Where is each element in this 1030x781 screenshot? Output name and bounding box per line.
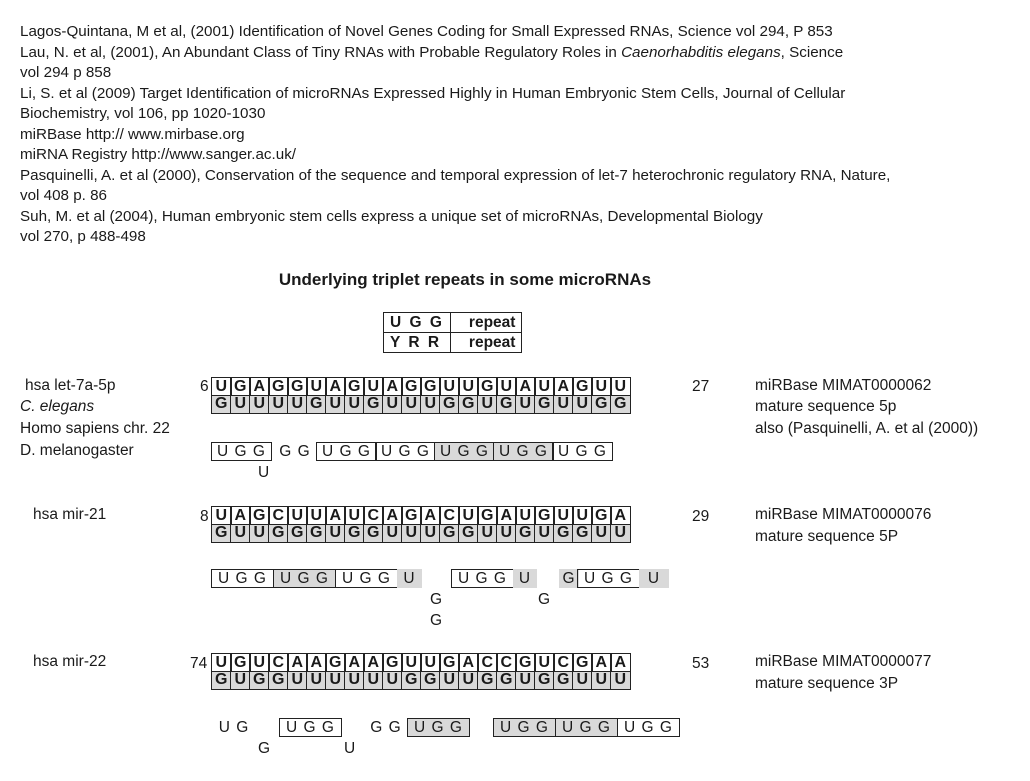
yrr-cell: U: [249, 524, 270, 543]
yrr-cell: G: [591, 395, 612, 414]
reference-line: Li, S. et al (2009) Target Identification of microRNAs Expressed Highly in Human Embryonic Stem Cells, Journal of Cellular: [20, 84, 846, 102]
block1-note-1: miRBase MIMAT0000062: [755, 377, 932, 394]
reference-line: vol 294 p 858: [20, 64, 112, 81]
yrr-cell: G: [458, 395, 479, 414]
yrr-cell: U: [496, 524, 517, 543]
nucleotide-cell: A: [382, 377, 403, 396]
yrr-cell: U: [230, 671, 251, 690]
block3-grid: [211, 653, 631, 690]
nucleotide-cell: A: [249, 377, 270, 396]
block3-note-2: mature sequence 3P: [755, 675, 899, 692]
yrr-cell: U: [325, 524, 346, 543]
nucleotide-cell: G: [401, 506, 422, 525]
yrr-cell: U: [230, 395, 251, 414]
nucleotide-cell: G: [534, 506, 555, 525]
yrr-cell: U: [401, 524, 422, 543]
pattern-box: G G: [279, 442, 311, 460]
nucleotide-cell: G: [572, 653, 593, 672]
yrr-cell: U: [515, 671, 536, 690]
yrr-cell: G: [572, 524, 593, 543]
nucleotide-cell: U: [306, 506, 327, 525]
nucleotide-cell: A: [287, 653, 308, 672]
nucleotide-cell: C: [268, 653, 289, 672]
yrr-cell: U: [401, 395, 422, 414]
nucleotide-cell: G: [572, 377, 593, 396]
block1-label-1: hsa let-7a-5p: [25, 377, 116, 394]
nucleotide-cell: U: [610, 377, 631, 396]
nucleotide-cell: A: [382, 506, 403, 525]
pattern-box: U G G: [211, 442, 272, 461]
pattern-box: U G G: [335, 569, 398, 588]
nucleotide-cell: G: [325, 653, 346, 672]
yrr-cell: G: [306, 395, 327, 414]
nucleotide-cell: U: [439, 377, 460, 396]
pattern-box: U: [513, 569, 537, 588]
pattern-box: U G G: [451, 569, 514, 588]
pattern-box: U G G: [434, 442, 495, 461]
yrr-cell: U: [344, 395, 365, 414]
block1-note-3: also (Pasquinelli, A. et al (2000)): [755, 420, 979, 437]
nucleotide-cell: A: [496, 506, 517, 525]
nucleotide-cell: G: [515, 653, 536, 672]
pattern-box: U: [397, 569, 422, 588]
yrr-cell: U: [439, 671, 460, 690]
pattern-box: U G G: [552, 442, 613, 461]
nucleotide-cell: G: [287, 377, 308, 396]
nucleotide-cell: C: [439, 506, 460, 525]
yrr-cell: G: [306, 524, 327, 543]
nucleotide-cell: G: [249, 506, 270, 525]
block2-note-1: miRBase MIMAT0000076: [755, 506, 932, 523]
nucleotide-cell: U: [515, 506, 536, 525]
nucleotide-cell: U: [344, 506, 365, 525]
nucleotide-cell: G: [268, 377, 289, 396]
yrr-cell: U: [515, 395, 536, 414]
nucleotide-cell: U: [401, 653, 422, 672]
yrr-cell: G: [268, 671, 289, 690]
block3-below: U: [344, 740, 356, 757]
yrr-cell: G: [496, 395, 517, 414]
nucleotide-cell: U: [420, 653, 441, 672]
yrr-cell: U: [344, 671, 365, 690]
sequence-row: [211, 653, 631, 672]
legend-label: repeat: [450, 333, 522, 353]
yrr-cell: G: [211, 671, 232, 690]
block1-label-3: Homo sapiens chr. 22: [20, 420, 170, 437]
pattern-box: G: [559, 569, 579, 588]
nucleotide-cell: A: [515, 377, 536, 396]
pattern-box: U G G: [375, 442, 436, 461]
legend-row: [384, 313, 522, 333]
yrr-cell: U: [230, 524, 251, 543]
reference-line: Lau, N. et al, (2001), An Abundant Class of Tiny RNAs with Probable Regulatory Roles in Caenorhabditis elegans, Science: [20, 43, 844, 61]
block3-start: 74: [190, 655, 208, 672]
yrr-cell: G: [420, 671, 441, 690]
yrr-cell: U: [610, 671, 631, 690]
yrr-cell: U: [553, 395, 574, 414]
pattern-box: U G G: [577, 569, 640, 588]
yrr-cell: U: [591, 524, 612, 543]
yrr-cell: G: [553, 524, 574, 543]
yrr-cell: G: [477, 671, 498, 690]
nucleotide-cell: U: [591, 377, 612, 396]
nucleotide-cell: U: [458, 377, 479, 396]
yrr-row: [211, 671, 631, 690]
pattern-box: U G G: [279, 718, 342, 737]
pattern-box: U G G: [617, 718, 680, 737]
block2-end: 29: [692, 508, 710, 525]
block1-note-2: mature sequence 5p: [755, 398, 897, 415]
nucleotide-cell: G: [230, 377, 251, 396]
yrr-cell: U: [572, 671, 593, 690]
nucleotide-cell: U: [249, 653, 270, 672]
yrr-cell: G: [534, 395, 555, 414]
yrr-cell: U: [420, 524, 441, 543]
block3-end: 53: [692, 655, 710, 672]
nucleotide-cell: A: [325, 377, 346, 396]
nucleotide-cell: A: [344, 653, 365, 672]
yrr-cell: U: [591, 671, 612, 690]
block1-end: 27: [692, 378, 710, 395]
yrr-cell: U: [325, 395, 346, 414]
nucleotide-cell: A: [458, 653, 479, 672]
yrr-cell: G: [401, 671, 422, 690]
pattern-box: U G: [218, 718, 250, 736]
legend-label: repeat: [450, 313, 522, 333]
nucleotide-cell: A: [230, 506, 251, 525]
block1-label-2: C. elegans: [20, 398, 95, 415]
yrr-cell: G: [439, 395, 460, 414]
nucleotide-cell: C: [268, 506, 289, 525]
references: [20, 22, 1020, 248]
nucleotide-cell: A: [420, 506, 441, 525]
block3-below: G: [258, 740, 271, 757]
yrr-cell: U: [477, 524, 498, 543]
pattern-box: U G G: [407, 718, 470, 737]
block3-label-1: hsa mir-22: [33, 653, 107, 670]
yrr-cell: U: [325, 671, 346, 690]
pattern-box: U G G: [493, 718, 556, 737]
yrr-cell: G: [363, 524, 384, 543]
nucleotide-cell: A: [363, 653, 384, 672]
yrr-cell: G: [534, 671, 555, 690]
yrr-cell: G: [344, 524, 365, 543]
yrr-cell: U: [534, 524, 555, 543]
sequence-row: [211, 506, 631, 525]
yrr-cell: U: [477, 395, 498, 414]
block1-grid: [211, 377, 631, 414]
nucleotide-cell: G: [382, 653, 403, 672]
yrr-row: [211, 395, 631, 414]
block3-note-1: miRBase MIMAT0000077: [755, 653, 932, 670]
nucleotide-cell: U: [211, 506, 232, 525]
nucleotide-cell: U: [553, 506, 574, 525]
nucleotide-cell: C: [496, 653, 517, 672]
nucleotide-cell: U: [363, 377, 384, 396]
pattern-box: U G G: [211, 569, 274, 588]
block2-label-1: hsa mir-21: [33, 506, 107, 523]
nucleotide-cell: U: [572, 506, 593, 525]
yrr-cell: U: [382, 395, 403, 414]
block2-note-2: mature sequence 5P: [755, 528, 899, 545]
legend-seq: U G G: [384, 313, 451, 333]
repeat-legend: [383, 312, 522, 353]
nucleotide-cell: G: [439, 653, 460, 672]
nucleotide-cell: U: [496, 377, 517, 396]
nucleotide-cell: C: [477, 653, 498, 672]
nucleotide-cell: G: [591, 506, 612, 525]
yrr-cell: G: [458, 524, 479, 543]
yrr-cell: U: [287, 671, 308, 690]
yrr-cell: U: [268, 395, 289, 414]
nucleotide-cell: G: [401, 377, 422, 396]
yrr-cell: G: [496, 671, 517, 690]
nucleotide-cell: G: [344, 377, 365, 396]
yrr-cell: U: [610, 524, 631, 543]
nucleotide-cell: A: [610, 506, 631, 525]
pattern-box: G G: [370, 718, 402, 736]
nucleotide-cell: G: [477, 506, 498, 525]
nucleotide-cell: G: [420, 377, 441, 396]
reference-line: Pasquinelli, A. et al (2000), Conservation of the sequence and temporal expression of let-7 heterochronic regulatory RNA, Nature,: [20, 166, 891, 184]
legend-seq: Y R R: [384, 333, 451, 353]
pattern-box: U G G: [316, 442, 377, 461]
block2-below: G: [538, 591, 551, 608]
nucleotide-cell: U: [534, 377, 555, 396]
nucleotide-cell: C: [363, 506, 384, 525]
nucleotide-cell: G: [230, 653, 251, 672]
block2-below: G: [430, 591, 443, 608]
block2-below: G: [430, 612, 443, 629]
nucleotide-cell: A: [306, 653, 327, 672]
yrr-cell: G: [249, 671, 270, 690]
block2-grid: [211, 506, 631, 543]
nucleotide-cell: A: [591, 653, 612, 672]
pattern-box: U G G: [273, 569, 336, 588]
yrr-cell: G: [211, 524, 232, 543]
reference-line: Biochemistry, vol 106, pp 1020-1030: [20, 105, 266, 122]
yrr-cell: U: [287, 395, 308, 414]
block1-below: U: [258, 464, 270, 481]
block2-start: 8: [200, 508, 209, 525]
yrr-cell: U: [382, 671, 403, 690]
yrr-cell: G: [268, 524, 289, 543]
yrr-row: [211, 524, 631, 543]
yrr-cell: G: [439, 524, 460, 543]
nucleotide-cell: U: [211, 653, 232, 672]
pattern-box: U G G: [555, 718, 618, 737]
nucleotide-cell: G: [477, 377, 498, 396]
nucleotide-cell: A: [610, 653, 631, 672]
yrr-cell: U: [306, 671, 327, 690]
nucleotide-cell: U: [306, 377, 327, 396]
nucleotide-cell: U: [458, 506, 479, 525]
yrr-cell: U: [420, 395, 441, 414]
nucleotide-cell: C: [553, 653, 574, 672]
yrr-cell: U: [249, 395, 270, 414]
yrr-cell: G: [553, 671, 574, 690]
yrr-cell: G: [610, 395, 631, 414]
reference-line: miRBase http:// www.mirbase.org: [20, 125, 245, 143]
yrr-cell: U: [363, 671, 384, 690]
nucleotide-cell: U: [287, 506, 308, 525]
figure-title: Underlying triplet repeats in some microRNAs: [278, 270, 652, 289]
legend-row: [384, 333, 522, 353]
pattern-box: U G G: [493, 442, 554, 461]
reference-line: Suh, M. et al (2004), Human embryonic stem cells express a unique set of microRNAs, Developmental Biology: [20, 207, 763, 225]
nucleotide-cell: U: [534, 653, 555, 672]
reference-line: vol 270, p 488-498: [20, 228, 146, 245]
yrr-cell: U: [458, 671, 479, 690]
reference-line: miRNA Registry http://www.sanger.ac.uk/: [20, 146, 297, 163]
yrr-cell: G: [211, 395, 232, 414]
block1-label-4: D. melanogaster: [20, 442, 134, 459]
yrr-cell: G: [287, 524, 308, 543]
yrr-cell: G: [363, 395, 384, 414]
block1-start: 6: [200, 378, 209, 395]
pattern-box: U: [639, 569, 669, 588]
yrr-cell: U: [382, 524, 403, 543]
yrr-cell: G: [515, 524, 536, 543]
yrr-cell: U: [572, 395, 593, 414]
nucleotide-cell: A: [553, 377, 574, 396]
reference-line: vol 408 p. 86: [20, 187, 107, 204]
nucleotide-cell: A: [325, 506, 346, 525]
sequence-row: [211, 377, 631, 396]
reference-line: Lagos-Quintana, M et al, (2001) Identification of Novel Genes Coding for Small Expressed RNAs, Science vol 294, P 853: [20, 23, 833, 40]
nucleotide-cell: U: [211, 377, 232, 396]
